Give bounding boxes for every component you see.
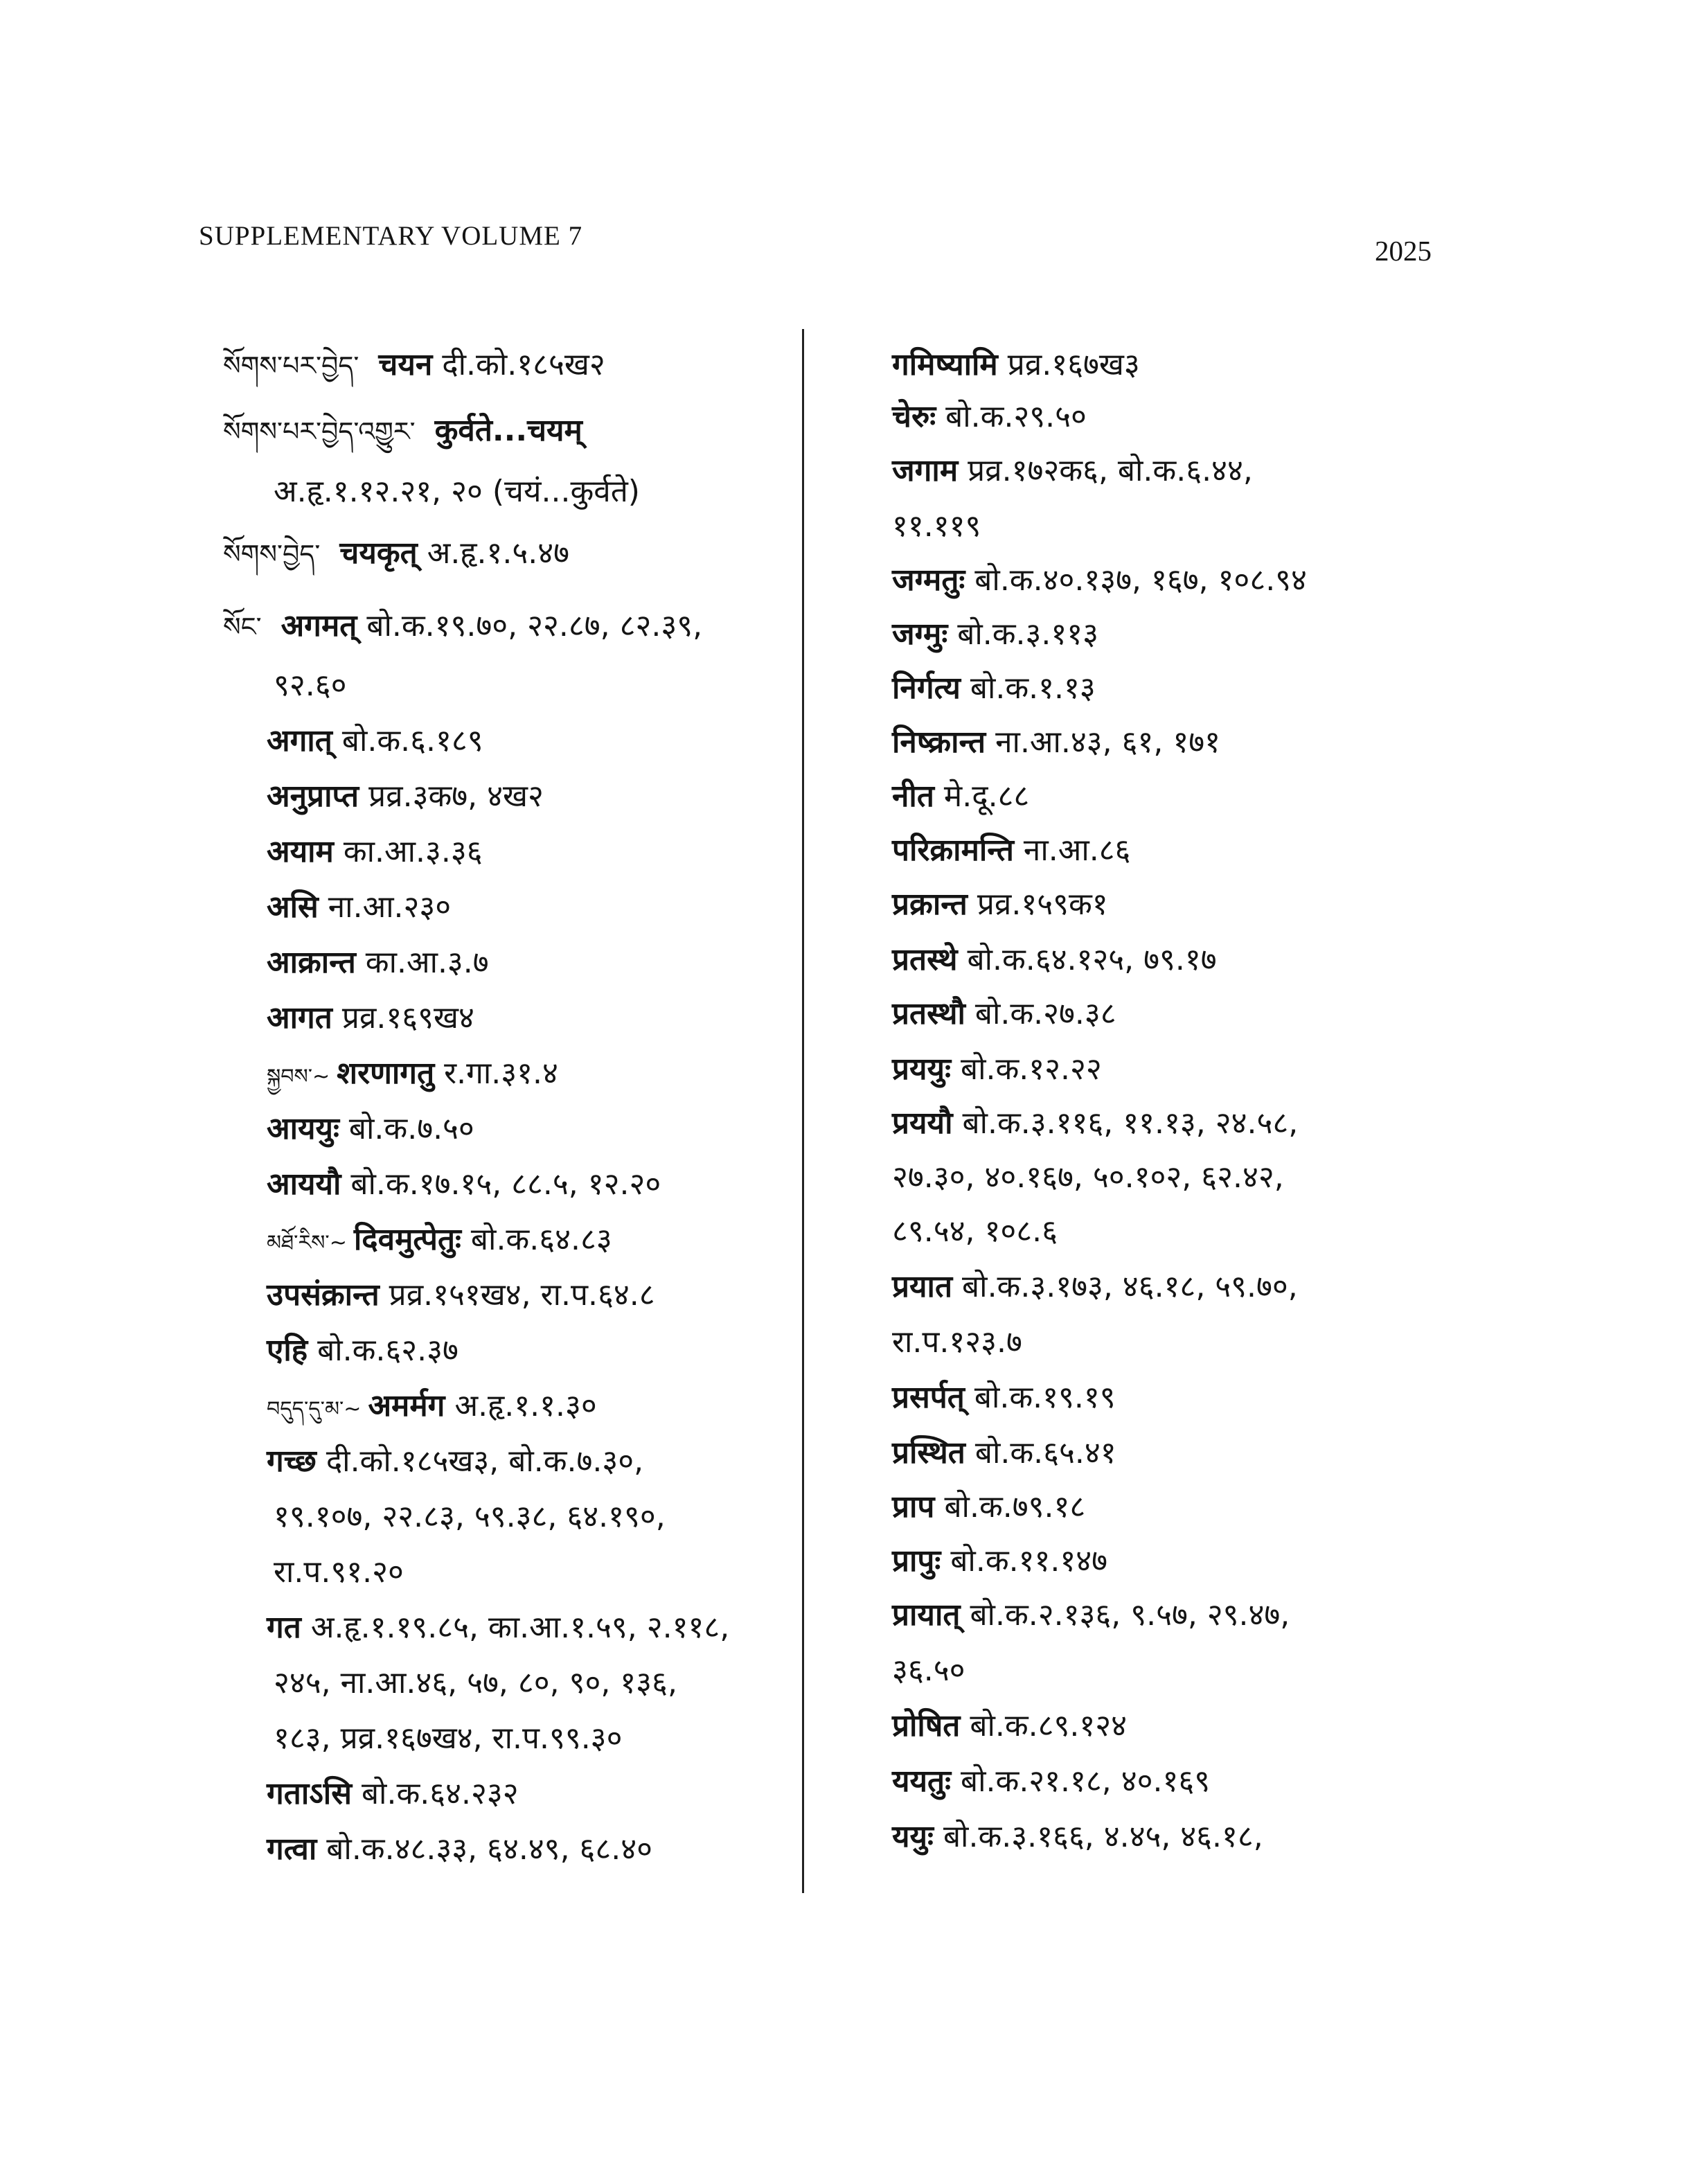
entry-continuation: २७.३०, ४०.१६७, ५०.१०२, ६२.४२, [892, 1160, 1284, 1195]
sanskrit-headword: प्रायात् [892, 1597, 961, 1633]
references: बो.क.८९.१२४ [970, 1708, 1128, 1743]
references: बो.क.६.१८९ [341, 723, 483, 758]
sanskrit-headword: आययुः [267, 1111, 339, 1146]
tibetan-term: མཐོ་རིས་~ [267, 1231, 347, 1255]
sanskrit-headword: उपसंक्रान्त [267, 1277, 380, 1313]
dictionary-entry [267, 830, 483, 874]
references: बो.क.६४.८३ [470, 1222, 612, 1257]
dictionary-entry [892, 1593, 1290, 1637]
references: प्रव्र.१५१ख४, रा.प.६४.८ [389, 1277, 655, 1313]
references: बो.क.११.१४७ [950, 1543, 1107, 1579]
references: बो.क.४८.३३, ६४.४९, ६८.४० [326, 1831, 653, 1867]
sanskrit-headword: असि [267, 889, 319, 925]
references: बो.क.२७.३८ [974, 996, 1116, 1031]
tibetan-term: སྐྱབས་~ [267, 1065, 330, 1089]
dictionary-entry [267, 1772, 519, 1816]
sanskrit-headword: परिक्रामन्ति [892, 833, 1014, 868]
references: बो.क.२९.५० [945, 399, 1087, 434]
references: प्रव्र.१७२क६, बो.क.६.४४, [968, 453, 1253, 488]
dictionary-entry [223, 531, 569, 576]
dictionary-entry [892, 558, 1307, 603]
sanskrit-headword: प्रापुः [892, 1543, 941, 1579]
sanskrit-headword: प्रययुः [892, 1051, 951, 1087]
dictionary-entry [892, 449, 1253, 493]
references: बो.क.२१.१८, ४०.१६९ [961, 1764, 1211, 1799]
sanskrit-headword: अनुप्राप्त [267, 779, 359, 814]
sanskrit-headword: प्रतस्थौ [892, 996, 965, 1031]
dictionary-entry [892, 1704, 1127, 1748]
references: बो.क.३.१७३, ४६.१८, ५९.७०, [962, 1269, 1298, 1304]
dictionary-entry [892, 1539, 1107, 1583]
references: बो.क.३.११६, ११.१३, २४.५८, [962, 1106, 1299, 1141]
column-divider [802, 329, 804, 1893]
references: बो.क.६४.१२५, ७९.१७ [967, 942, 1217, 977]
references: का.आ.३.७ [365, 945, 489, 980]
references: बो.क.३.११३ [957, 616, 1099, 652]
dictionary-entry [267, 1439, 643, 1484]
references: बो.क.३.१६६, ४.४५, ४६.१८, [943, 1819, 1263, 1854]
dictionary-entry [267, 1329, 458, 1373]
dictionary-entry [892, 395, 1087, 439]
dictionary-entry [892, 720, 1220, 765]
sanskrit-headword: ययुः [892, 1819, 934, 1854]
sanskrit-headword: जग्मतुः [892, 562, 965, 598]
sanskrit-headword: प्रसर्पत् [892, 1380, 965, 1415]
tibetan-term: སོགས་པར་བྱེད་འགྱུར་ [223, 416, 416, 447]
references: बो.क.४०.१३७, १६७, १०८.९४ [974, 562, 1307, 598]
sanskrit-headword: प्रययौ [892, 1106, 953, 1141]
references: बो.क.६४.२३२ [361, 1776, 519, 1811]
sanskrit-headword: ययतुः [892, 1764, 952, 1799]
dictionary-entry [267, 996, 474, 1040]
references: र.गा.३१.४ [444, 1056, 558, 1091]
entry-continuation: रा.प.९१.२० [274, 1554, 404, 1590]
dictionary-entry [892, 1047, 1102, 1092]
entry-continuation: १९.१०७, २२.८३, ५९.३८, ६४.१९०, [274, 1499, 666, 1534]
sanskrit-headword: निष्क्रान्त [892, 725, 986, 760]
tibetan-term: སོགས་པར་བྱེད་ [223, 350, 359, 381]
dictionary-entry [892, 1376, 1116, 1420]
dictionary-entry [892, 828, 1130, 873]
dictionary-entry [892, 666, 1096, 711]
dictionary-entry [267, 1107, 474, 1151]
references: प्रव्र.१६९ख४ [341, 1000, 474, 1036]
dictionary-entry [267, 719, 483, 763]
entry-continuation: अ.हृ.१.१२.२१, २० (चयं...कुर्वते) [274, 474, 640, 509]
dictionary-entry [267, 774, 544, 819]
sanskrit-headword: आक्रान्त [267, 945, 356, 980]
dictionary-entry [892, 1485, 1085, 1529]
sanskrit-headword: आगत [267, 1000, 332, 1036]
sanskrit-headword: प्रतस्थे [892, 942, 958, 977]
references: बो.क.१९.७०, २२.८७, ८२.३९, [366, 608, 703, 643]
references: प्रव्र.१५९क१ [977, 887, 1108, 922]
references: बो.क.७९.१८ [944, 1489, 1086, 1525]
dictionary-entry [892, 1431, 1116, 1475]
sanskrit-headword: गताऽसि [267, 1776, 352, 1811]
references: अ.हृ.१.५.४७ [427, 535, 569, 571]
references: दी.को.१८५ख३, बो.क.७.३०, [326, 1444, 644, 1479]
sanskrit-headword: अगमत् [280, 608, 357, 643]
entry-continuation: ११.११९ [892, 508, 981, 544]
references: बो.क.७.५० [348, 1111, 474, 1146]
dictionary-entry [892, 992, 1116, 1036]
dictionary-entry [892, 1815, 1263, 1859]
dictionary-entry [892, 774, 1029, 819]
dictionary-entry [267, 1384, 597, 1432]
sanskrit-headword: अगात् [267, 723, 332, 758]
entry-continuation: ८९.५४, १०८.६ [892, 1214, 1058, 1249]
tibetan-term: སོགས་བྱེད་ [223, 539, 321, 569]
entry-continuation: २४५, ना.आ.४६, ५७, ८०, ९०, १३६, [274, 1665, 677, 1701]
sanskrit-headword: जगाम [892, 453, 959, 488]
tibetan-term: བདུད་དུ་མ་~ [267, 1397, 362, 1421]
sanskrit-headword: अयाम [267, 834, 334, 869]
sanskrit-headword: गच्छ [267, 1444, 317, 1479]
dictionary-entry [892, 1265, 1298, 1309]
dictionary-entry [267, 941, 489, 985]
sanskrit-headword: गत्वा [267, 1831, 317, 1867]
entry-continuation: रा.प.१२३.७ [892, 1324, 1022, 1360]
entry-continuation: ९२.६० [274, 668, 347, 703]
references: बो.क.१९.१९ [974, 1380, 1116, 1415]
sanskrit-headword: गमिष्यामि [892, 347, 998, 382]
running-title: SUPPLEMENTARY VOLUME 7 [199, 221, 583, 251]
page-number: 2025 [1375, 235, 1432, 267]
sanskrit-headword: एहि [267, 1333, 308, 1368]
dictionary-entry [892, 343, 1140, 387]
references: ना.आ.४३, ६१, १७१ [995, 725, 1220, 760]
sanskrit-headword: चयन [378, 347, 433, 382]
references: बो.क.१.१३ [970, 671, 1096, 706]
references: प्रव्र.१६७ख३ [1007, 347, 1140, 382]
sanskrit-headword: कुर्वते...चयम् [434, 413, 582, 448]
sanskrit-headword: निर्गत्य [892, 671, 961, 706]
dictionary-entry [267, 1051, 558, 1099]
references: अ.हृ.१.१९.८५, का.आ.१.५९, २.११८, [310, 1610, 730, 1645]
references: प्रव्र.३क७, ४ख२ [368, 779, 544, 814]
references: का.आ.३.३६ [343, 834, 483, 869]
references: ना.आ.८६ [1023, 833, 1131, 868]
references: बो.क.१७.१५, ८८.५, १२.२० [350, 1166, 661, 1202]
references: अ.हृ.१.१.३० [454, 1388, 597, 1423]
sanskrit-headword: प्रोषित [892, 1708, 961, 1743]
dictionary-entry [267, 885, 451, 930]
dictionary-entry [267, 1827, 652, 1872]
sanskrit-headword: प्राप [892, 1489, 935, 1525]
references: बो.क.६५.४१ [974, 1435, 1116, 1471]
sanskrit-headword: प्रस्थित [892, 1435, 965, 1471]
sanskrit-headword: दिवमुत्पेतुः [353, 1222, 461, 1257]
dictionary-entry [267, 1218, 612, 1266]
page-header [0, 0, 1701, 277]
dictionary-entry [267, 1162, 661, 1207]
sanskrit-headword: चेरुः [892, 399, 936, 434]
references: ना.आ.२३० [328, 889, 452, 925]
sanskrit-headword: प्रक्रान्त [892, 887, 968, 922]
sanskrit-headword: आययौ [267, 1166, 341, 1202]
sanskrit-headword: शरणागतु [337, 1056, 435, 1091]
sanskrit-headword: गत [267, 1610, 301, 1645]
entry-continuation: ३६.५० [892, 1653, 965, 1688]
dictionary-entry [223, 343, 605, 388]
sanskrit-headword: प्रयात [892, 1269, 953, 1304]
references: दी.को.१८५ख२ [442, 347, 605, 382]
sanskrit-headword: नीत [892, 779, 934, 814]
references: बो.क.१२.२२ [960, 1051, 1102, 1087]
references: बो.क.२.१३६, ९.५७, २९.४७, [970, 1597, 1290, 1633]
dictionary-entry [223, 409, 592, 454]
sanskrit-headword: चयकृत् [339, 535, 418, 571]
references: बो.क.६२.३७ [317, 1333, 458, 1368]
sanskrit-headword: जग्मुः [892, 616, 948, 652]
dictionary-entry [892, 938, 1217, 982]
sanskrit-headword: अमर्मग [368, 1388, 445, 1423]
dictionary-entry [267, 1606, 729, 1650]
tibetan-term: སོང་ [223, 612, 262, 642]
dictionary-entry [892, 612, 1098, 657]
dictionary-entry [267, 1273, 655, 1317]
references: मे.दू.८८ [943, 779, 1030, 814]
entry-continuation: १८३, प्रव्र.१६७ख४, रा.प.९९.३० [274, 1721, 623, 1756]
dictionary-entry [892, 1759, 1210, 1804]
dictionary-entry [892, 882, 1108, 927]
dictionary-entry [892, 1101, 1298, 1146]
dictionary-entry [223, 604, 702, 649]
